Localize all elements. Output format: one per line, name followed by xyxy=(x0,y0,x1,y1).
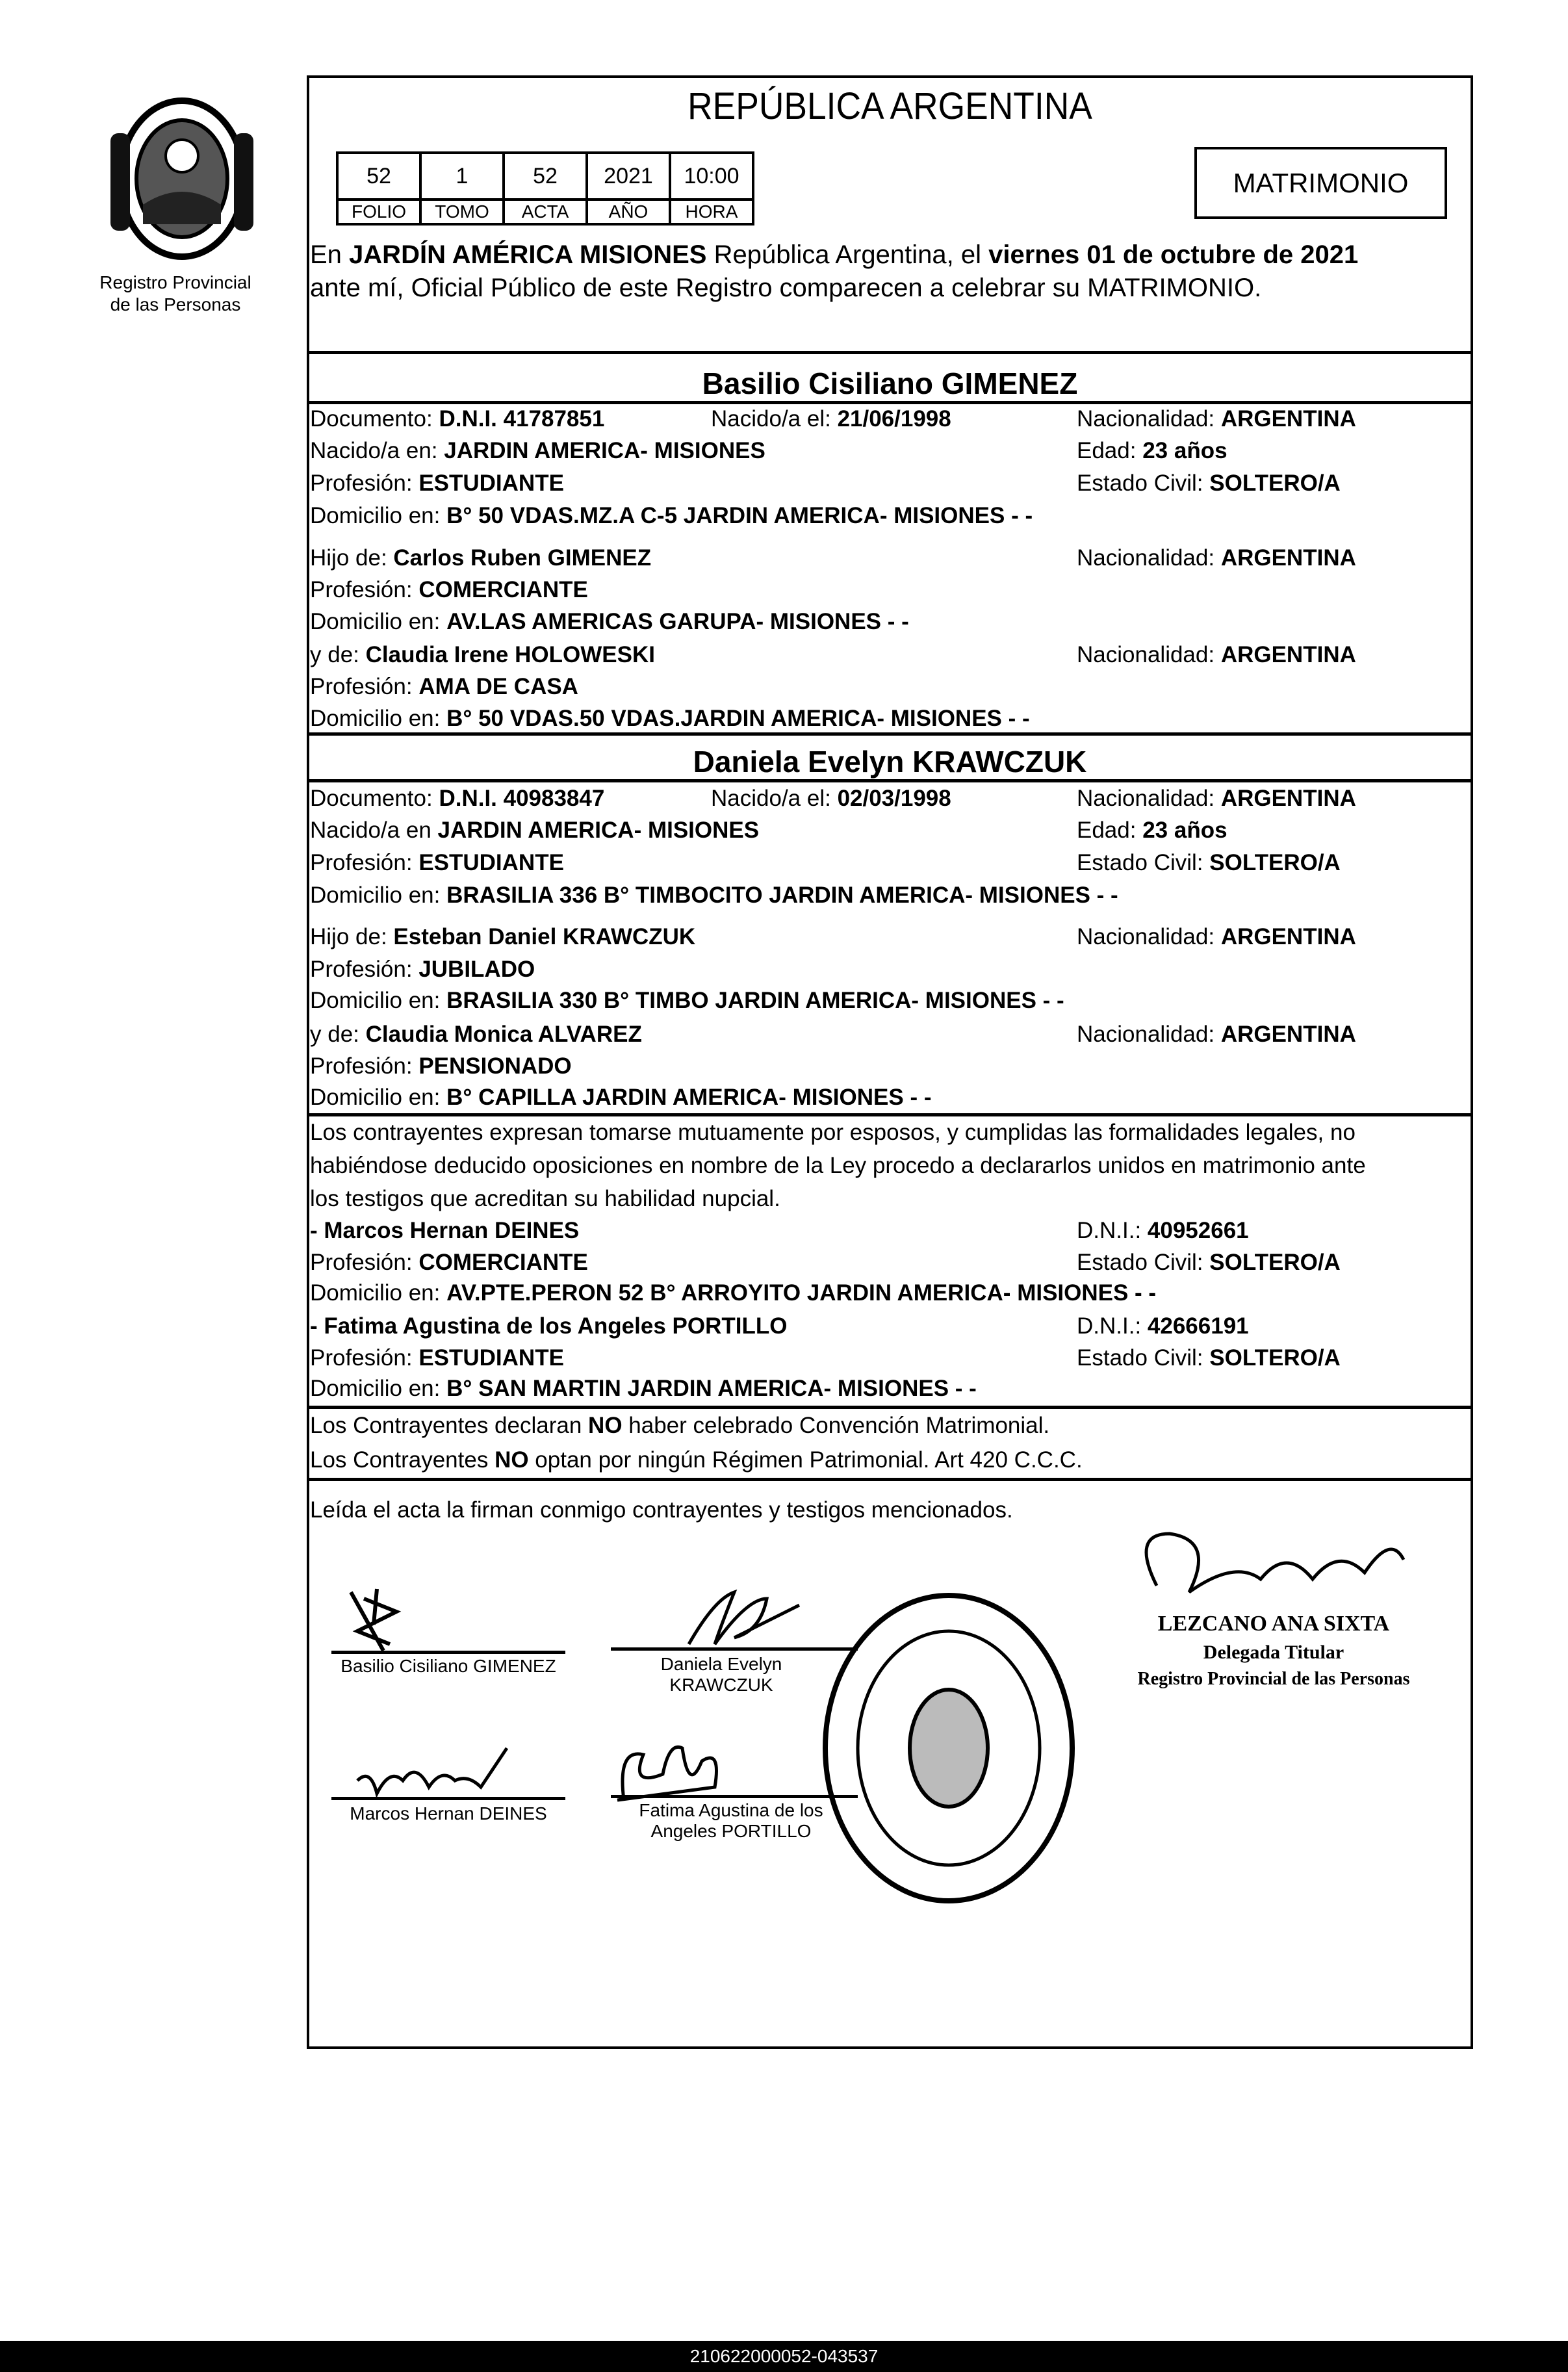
convention-line xyxy=(310,1412,1049,1440)
field-label: Nacido/a el: xyxy=(711,786,838,811)
field-label: Estado Civil: xyxy=(1077,471,1210,496)
text-segment: JARDÍN AMÉRICA MISIONES xyxy=(349,240,707,269)
act-type-box: MATRIMONIO xyxy=(1194,147,1447,219)
field xyxy=(1077,544,1356,573)
field xyxy=(1077,1312,1249,1341)
divider xyxy=(307,732,1473,736)
folio-value: 52 xyxy=(337,153,420,200)
field-value: B° 50 VDAS.50 VDAS.JARDIN AMERICA- MISIONES - - xyxy=(446,706,1030,731)
field-value: COMERCIANTE xyxy=(418,1250,588,1275)
field-value: AV.PTE.PERON 52 B° ARROYITO JARDIN AMERICA- MISIONES - - xyxy=(446,1280,1157,1306)
field-label: Profesión: xyxy=(310,1345,419,1371)
field-label: D.N.I.: xyxy=(1077,1313,1148,1339)
text-segment: NO xyxy=(588,1413,623,1438)
field-value: 42666191 xyxy=(1147,1313,1249,1339)
field-label: Nacido/a el: xyxy=(711,406,838,432)
divider xyxy=(307,779,1473,782)
official-name: LEZCANO ANA SIXTA xyxy=(1157,1612,1390,1636)
field-value: ESTUDIANTE xyxy=(418,471,564,496)
divider xyxy=(307,351,1473,354)
field-label: Estado Civil: xyxy=(1077,1250,1210,1275)
field-label: Domicilio en: xyxy=(310,1376,447,1401)
field xyxy=(310,1020,642,1049)
text-segment: viernes 01 de octubre de 2021 xyxy=(988,240,1359,269)
field xyxy=(310,544,651,573)
field-value: ARGENTINA xyxy=(1220,642,1356,667)
field xyxy=(310,849,564,877)
field-label: Nacionalidad: xyxy=(1077,642,1221,667)
field xyxy=(1077,437,1227,465)
field-value: 23 años xyxy=(1142,818,1227,843)
signature-caption-spouse2 xyxy=(624,1654,819,1695)
field-label: Edad: xyxy=(1077,438,1143,463)
field-label: Documento: xyxy=(310,786,439,811)
signature-caption-witness1: Marcos Hernan DEINES xyxy=(350,1803,547,1824)
declaration-line: Los contrayentes expresan tomarse mutuamente por esposos, y cumplidas las formalidades legales, no xyxy=(310,1120,1356,1145)
signature-spouse1 xyxy=(338,1586,416,1657)
field-value: BRASILIA 336 B° TIMBOCITO JARDIN AMERICA- MISIONES - - xyxy=(446,883,1118,908)
field xyxy=(310,1083,931,1112)
field-value: 21/06/1998 xyxy=(837,406,951,432)
field-value: Claudia Monica ALVAREZ xyxy=(365,1022,642,1047)
field xyxy=(310,986,1064,1015)
official-seal xyxy=(812,1586,1085,1911)
text-segment: Los Contrayentes declaran xyxy=(310,1413,589,1438)
field-value: ARGENTINA xyxy=(1220,786,1356,811)
field-label: Domicilio en: xyxy=(310,609,447,634)
declaration-line: habiéndose deducido oposiciones en nombre de la Ley procedo a declararlos unidos en matrimonio ante xyxy=(310,1153,1366,1178)
field-value: ESTUDIANTE xyxy=(418,850,564,875)
logo-caption xyxy=(78,272,273,316)
field-value: Esteban Daniel KRAWCZUK xyxy=(393,924,696,949)
field-value: - Fatima Agustina de los Angeles PORTILLO xyxy=(310,1313,788,1339)
field-label: Estado Civil: xyxy=(1077,1345,1210,1371)
field xyxy=(1077,816,1227,845)
person-name: Daniela Evelyn KRAWCZUK xyxy=(693,745,1087,779)
field-label: Profesión: xyxy=(310,1250,419,1275)
closing-text: Leída el acta la firman conmigo contrayentes y testigos mencionados. xyxy=(310,1497,1013,1523)
field-label: Profesión: xyxy=(310,674,419,699)
caption-line: Daniela Evelyn xyxy=(660,1654,782,1674)
field-value: ESTUDIANTE xyxy=(418,1345,564,1371)
text-segment: Los Contrayentes xyxy=(310,1447,495,1473)
signature-caption-spouse1: Basilio Cisiliano GIMENEZ xyxy=(341,1656,556,1676)
tomo-value: 1 xyxy=(420,153,504,200)
field-label: Nacionalidad: xyxy=(1077,406,1221,432)
logo-caption-line: de las Personas xyxy=(110,294,241,315)
field-value: D.N.I. 41787851 xyxy=(439,406,605,432)
field xyxy=(310,1217,579,1245)
field-value: ARGENTINA xyxy=(1220,406,1356,432)
declaration-line: los testigos que acreditan su habilidad nupcial. xyxy=(310,1186,780,1211)
field-label: Profesión: xyxy=(310,1053,419,1079)
field xyxy=(310,704,1030,733)
field-label: D.N.I.: xyxy=(1077,1218,1148,1243)
registry-table xyxy=(336,151,754,226)
field xyxy=(711,784,951,813)
signature-official xyxy=(1118,1521,1430,1618)
field-value: B° CAPILLA JARDIN AMERICA- MISIONES - - xyxy=(446,1085,932,1110)
field xyxy=(310,1344,564,1373)
field-label: Profesión: xyxy=(310,850,419,875)
field-label: Domicilio en: xyxy=(310,988,447,1013)
field xyxy=(310,469,564,498)
text-segment: optan por ningún Régimen Patrimonial. Art 420 C.C.C. xyxy=(528,1447,1083,1473)
field xyxy=(310,784,604,813)
field xyxy=(310,923,695,951)
field xyxy=(1077,849,1341,877)
field-value: AV.LAS AMERICAS GARUPA- MISIONES - - xyxy=(446,609,909,634)
field-value: - Marcos Hernan DEINES xyxy=(310,1218,580,1243)
intro-line-1 xyxy=(310,240,1358,270)
official-office: Registro Provincial de las Personas xyxy=(1137,1669,1410,1689)
field-label: Nacido/a en: xyxy=(310,438,444,463)
field xyxy=(310,405,604,433)
field-label: Domicilio en: xyxy=(310,1280,447,1306)
text-segment: NO xyxy=(495,1447,529,1473)
field-value: 02/03/1998 xyxy=(837,786,951,811)
field xyxy=(310,576,588,604)
field-value: B° 50 VDAS.MZ.A C-5 JARDIN AMERICA- MISIONES - - xyxy=(446,503,1033,528)
field xyxy=(310,881,1118,910)
field xyxy=(1077,1020,1356,1049)
field-value: Carlos Ruben GIMENEZ xyxy=(393,545,652,571)
field xyxy=(1077,923,1356,951)
field-label: Nacionalidad: xyxy=(1077,924,1221,949)
hora-label: HORA xyxy=(670,200,753,224)
divider xyxy=(307,1113,1473,1116)
field-label: Nacido/a en xyxy=(310,818,438,843)
field-label: Domicilio en: xyxy=(310,883,447,908)
field-value: COMERCIANTE xyxy=(418,577,588,602)
field xyxy=(310,816,759,845)
field-label: Estado Civil: xyxy=(1077,850,1210,875)
field-label: Nacionalidad: xyxy=(1077,1022,1221,1047)
field-label: y de: xyxy=(310,1022,366,1047)
field xyxy=(310,502,1033,530)
field xyxy=(1077,1217,1249,1245)
field-label: Hijo de: xyxy=(310,924,394,949)
footer-code: 210622000052-043537 xyxy=(0,2341,1568,2372)
field xyxy=(310,641,655,669)
field-value: 40952661 xyxy=(1147,1218,1249,1243)
signature-line xyxy=(331,1797,565,1800)
logo-caption-line: Registro Provincial xyxy=(99,272,251,292)
field-value: SOLTERO/A xyxy=(1209,850,1341,875)
field xyxy=(310,955,535,984)
caption-line: Fatima Agustina de los xyxy=(639,1800,823,1820)
field-label: Nacionalidad: xyxy=(1077,786,1221,811)
field-label: Profesión: xyxy=(310,957,419,982)
folio-label: FOLIO xyxy=(337,200,420,224)
field-label: Profesión: xyxy=(310,471,419,496)
field-label: Edad: xyxy=(1077,818,1143,843)
field-value: Claudia Irene HOLOWESKI xyxy=(365,642,655,667)
field-value: ARGENTINA xyxy=(1220,545,1356,571)
field xyxy=(711,405,951,433)
signature-spouse2 xyxy=(676,1586,806,1657)
field-label: Domicilio en: xyxy=(310,503,447,528)
field-label: Hijo de: xyxy=(310,545,394,571)
document-title: REPÚBLICA ARGENTINA xyxy=(688,85,1092,127)
field xyxy=(310,608,909,636)
hora-value: 10:00 xyxy=(670,153,753,200)
field-label: y de: xyxy=(310,642,366,667)
field xyxy=(310,1279,1156,1308)
official-role: Delegada Titular xyxy=(1203,1642,1344,1663)
convention-line xyxy=(310,1446,1083,1475)
official-stamp xyxy=(1105,1612,1443,1690)
text-segment: haber celebrado Convención Matrimonial. xyxy=(622,1413,1050,1438)
caption-line: KRAWCZUK xyxy=(669,1675,773,1695)
field xyxy=(1077,641,1356,669)
field-label: Domicilio en: xyxy=(310,706,447,731)
field-value: ARGENTINA xyxy=(1220,1022,1356,1047)
acta-label: ACTA xyxy=(504,200,587,224)
field-label: Domicilio en: xyxy=(310,1085,447,1110)
field xyxy=(1077,469,1341,498)
field-value: JARDIN AMERICA- MISIONES xyxy=(444,438,765,463)
field-value: AMA DE CASA xyxy=(418,674,578,699)
divider xyxy=(307,1406,1473,1409)
field-value: BRASILIA 330 B° TIMBO JARDIN AMERICA- MISIONES - - xyxy=(446,988,1064,1013)
field xyxy=(1077,405,1356,433)
field-value: SOLTERO/A xyxy=(1209,1345,1341,1371)
divider xyxy=(307,401,1473,404)
misiones-logo xyxy=(97,94,266,263)
field-label: Documento: xyxy=(310,406,439,432)
field xyxy=(310,673,578,701)
person-name: Basilio Cisiliano GIMENEZ xyxy=(702,367,1078,400)
anio-value: 2021 xyxy=(587,153,670,200)
field-value: B° SAN MARTIN JARDIN AMERICA- MISIONES - - xyxy=(446,1376,977,1401)
field-value: JUBILADO xyxy=(418,957,535,982)
field-label: Nacionalidad: xyxy=(1077,545,1221,571)
field-value: 23 años xyxy=(1142,438,1227,463)
field xyxy=(1077,784,1356,813)
tomo-label: TOMO xyxy=(420,200,504,224)
signature-line xyxy=(331,1651,565,1654)
field xyxy=(310,1248,588,1277)
field xyxy=(310,1312,787,1341)
field-value: JARDIN AMERICA- MISIONES xyxy=(437,818,760,843)
field xyxy=(1077,1344,1341,1373)
acta-value: 52 xyxy=(504,153,587,200)
field xyxy=(1077,1248,1341,1277)
field xyxy=(310,1052,572,1081)
field xyxy=(310,437,765,465)
intro-line-2: ante mí, Oficial Público de este Registro comparecen a celebrar su MATRIMONIO. xyxy=(310,274,1262,302)
field xyxy=(310,1374,977,1403)
caption-line: Angeles PORTILLO xyxy=(650,1821,812,1841)
field-value: ARGENTINA xyxy=(1220,924,1356,949)
text-segment: En xyxy=(310,240,350,269)
field-value: D.N.I. 40983847 xyxy=(439,786,605,811)
signature-caption-witness2 xyxy=(624,1800,838,1842)
text-segment: República Argentina, el xyxy=(706,240,989,269)
divider xyxy=(307,1478,1473,1481)
field-label: Profesión: xyxy=(310,577,419,602)
field-value: SOLTERO/A xyxy=(1209,1250,1341,1275)
field-value: SOLTERO/A xyxy=(1209,471,1341,496)
anio-label: AÑO xyxy=(587,200,670,224)
field-value: PENSIONADO xyxy=(418,1053,572,1079)
